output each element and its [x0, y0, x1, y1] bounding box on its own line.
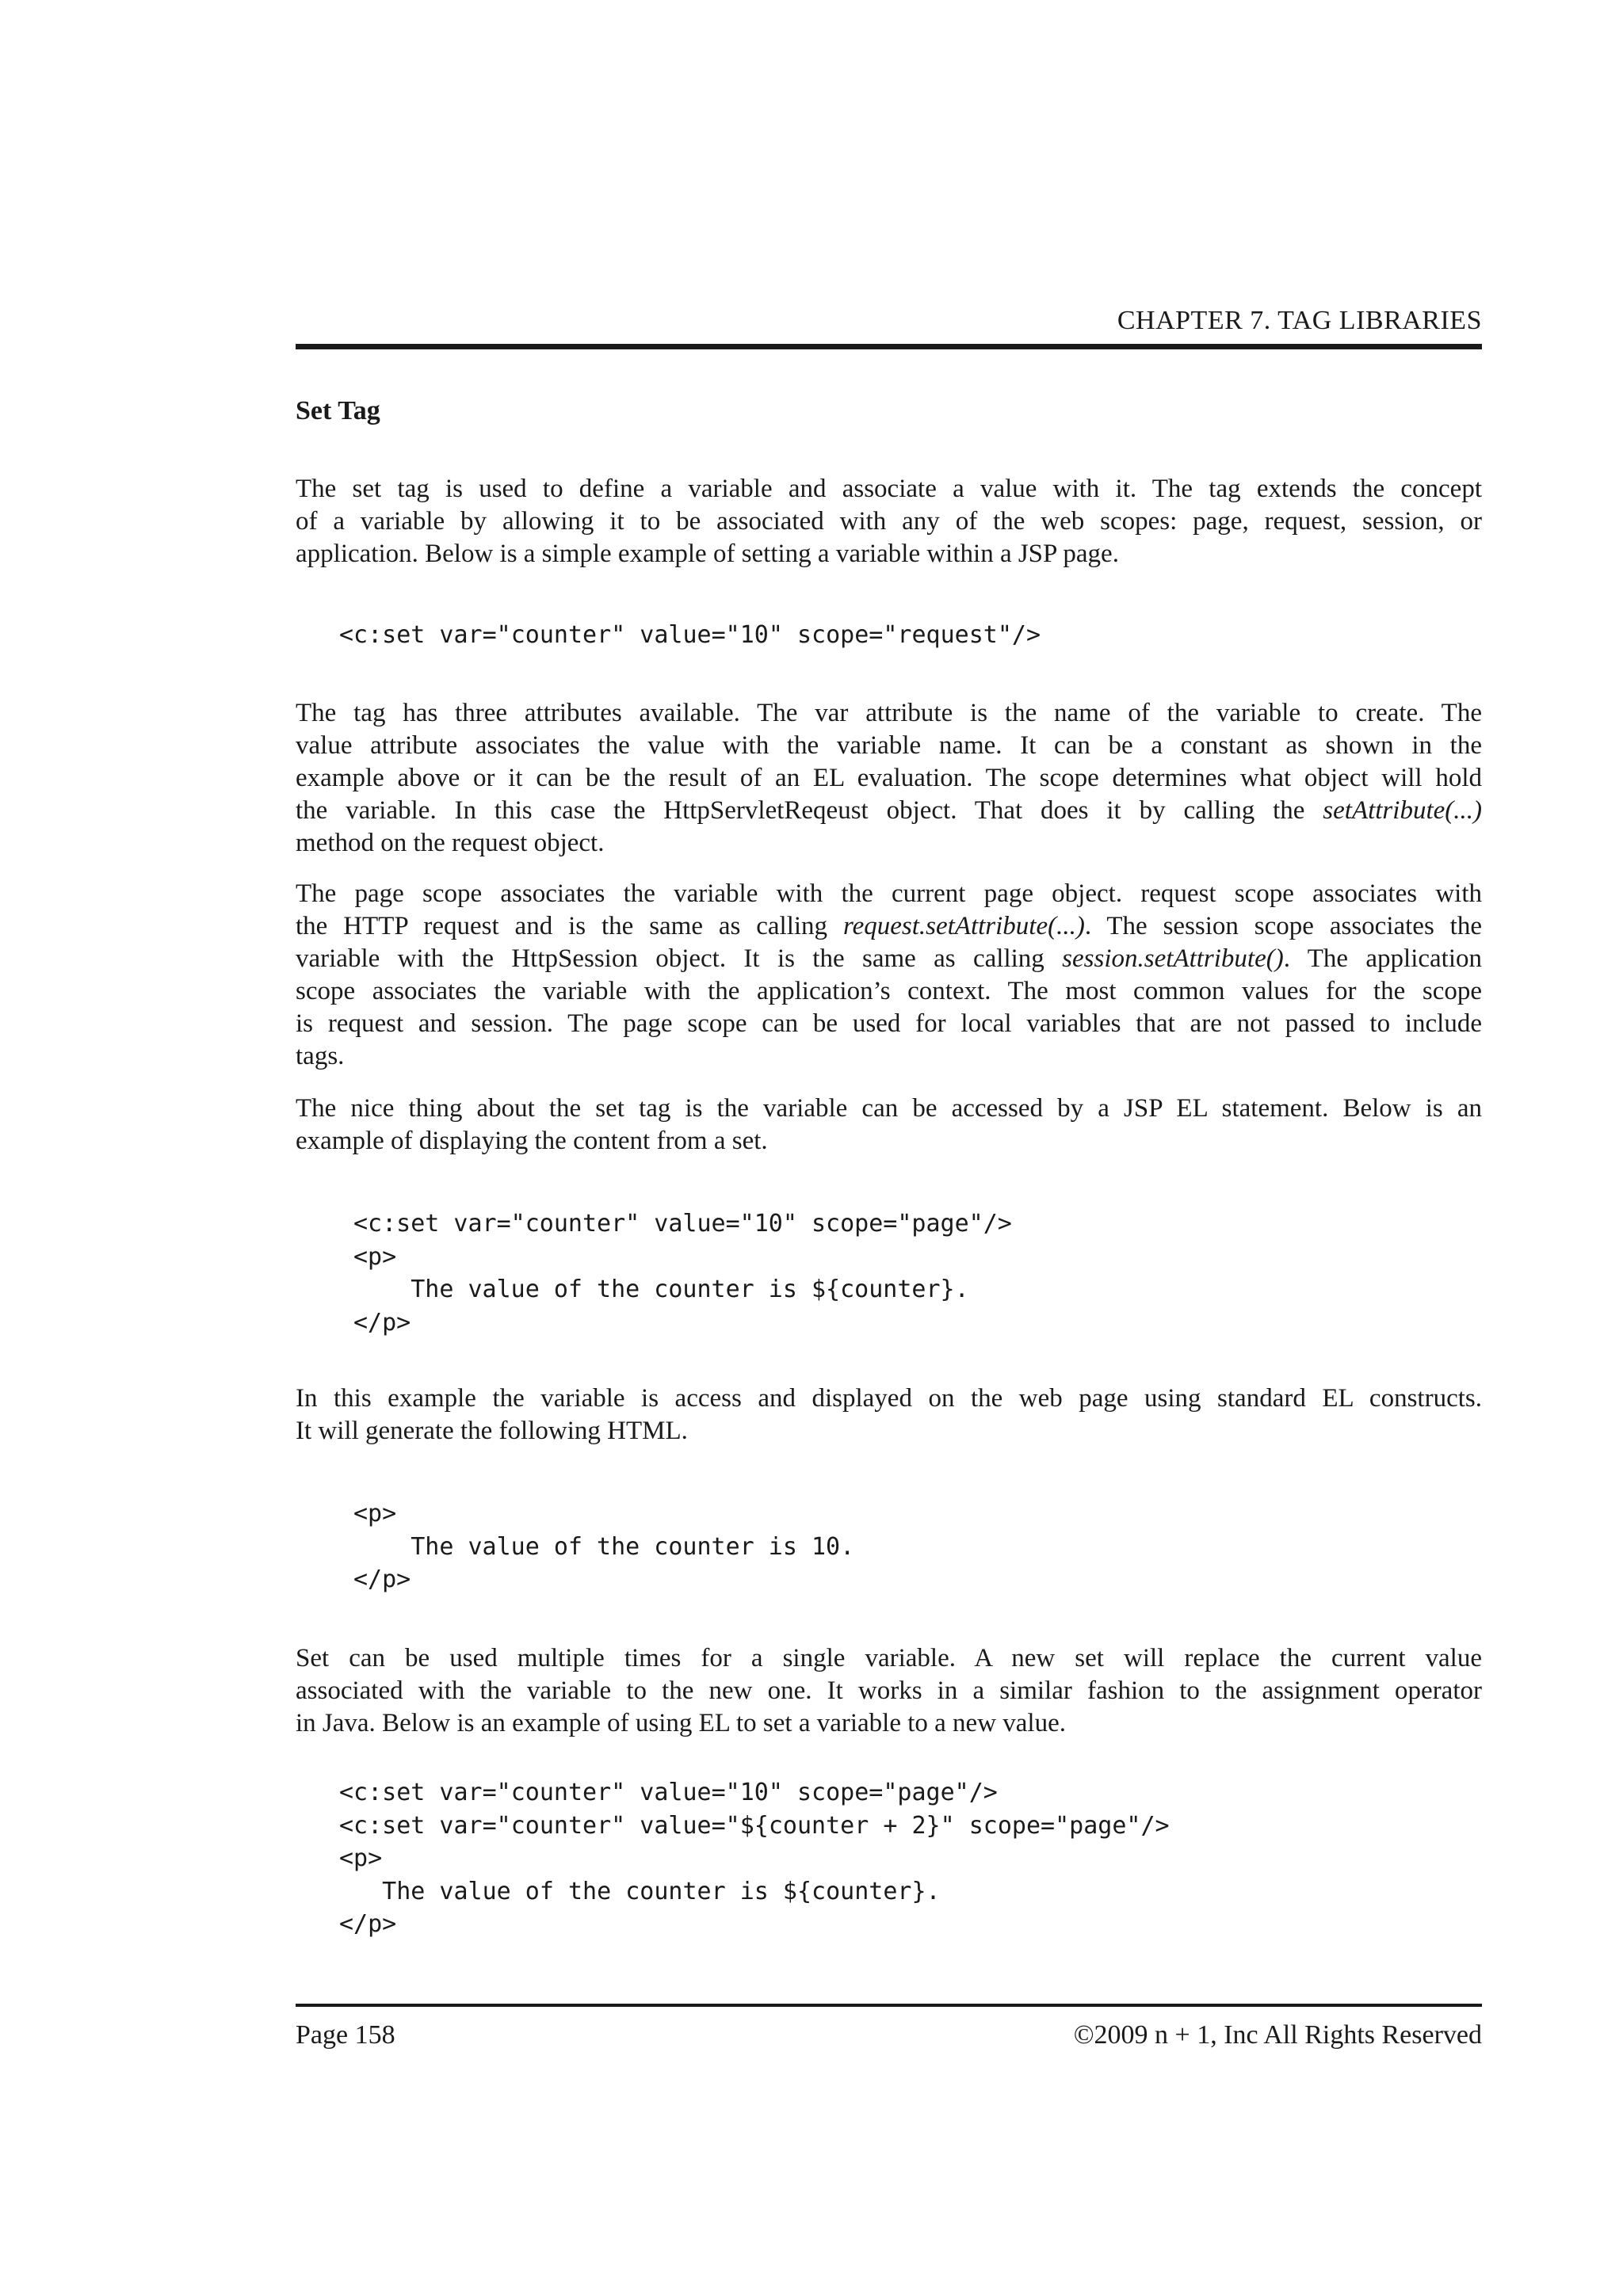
- code-line: <p>: [353, 1242, 397, 1271]
- code-line: </p>: [353, 1308, 411, 1337]
- inline-code-setattribute: setAttribute(...): [1323, 796, 1482, 825]
- text-line: variable with the HttpSession object. It is the same as calling session.setAttribute(). The application: [296, 944, 1483, 973]
- code-line: </p>: [339, 1910, 397, 1938]
- running-head: CHAPTER 7. TAG LIBRARIES: [1117, 306, 1482, 335]
- code-line: <c:set var="counter" value="10" scope="page"/>: [353, 1210, 1012, 1238]
- text-line: The nice thing about the set tag is the variable can be accessed by a JSP EL statement. Below is an: [296, 1094, 1482, 1123]
- footer-rule: [296, 2004, 1482, 2007]
- text-line: The set tag is used to define a variable and associate a value with it. The tag extends the concept: [296, 475, 1482, 503]
- code-line: <p>: [339, 1844, 383, 1872]
- inline-code-request-setattribute: request.setAttribute(...): [842, 912, 1085, 940]
- text-line: example above or it can be the result of an EL evaluation. The scope determines what object will hold: [296, 764, 1482, 792]
- paragraph-el-access: [296, 1093, 1482, 1158]
- document-page: [296, 0, 1482, 2296]
- text-line: In this example the variable is access and displayed on the web page using standard EL constructs.: [296, 1384, 1482, 1413]
- paragraph-scopes: [296, 878, 1482, 1073]
- code-line: The value of the counter is ${counter}.: [339, 1877, 941, 1905]
- text-line: of a variable by allowing it to be associated with any of the web scopes: page, request, session, or: [296, 507, 1482, 536]
- copyright-notice: ©2009 n + 1, Inc All Rights Reserved: [1073, 2020, 1482, 2050]
- header-rule: [296, 344, 1482, 349]
- paragraph-attributes: [296, 697, 1482, 860]
- code-line: <c:set var="counter" value="${counter + 2}" scope="page"/>: [339, 1811, 1170, 1840]
- section-title: Set Tag: [296, 396, 380, 425]
- text-line: in Java. Below is an example of using EL to set a variable to a new value.: [296, 1709, 1066, 1737]
- page-number: Page 158: [296, 2020, 395, 2050]
- text-line: Set can be used multiple times for a single variable. A new set will replace the current value: [296, 1644, 1482, 1672]
- text-line: application. Below is a simple example of setting a variable within a JSP page.: [296, 540, 1119, 568]
- code-line: <c:set var="counter" value="10" scope="request"/>: [339, 621, 1041, 649]
- text-line: associated with the variable to the new one. It works in a similar fashion to the assignment operator: [296, 1676, 1482, 1705]
- code-block-reassign: [339, 1776, 1170, 1941]
- code-block-set-request: [339, 619, 1041, 652]
- code-block-set-display: [353, 1207, 1012, 1339]
- text-line: It will generate the following HTML.: [296, 1417, 688, 1445]
- text-line: value attribute associates the value with the variable name. It can be a constant as shown in the: [296, 731, 1482, 760]
- text-line: example of displaying the content from a set.: [296, 1127, 768, 1155]
- text-line: the variable. In this case the HttpServletReqeust object. That does it by calling the setAttribute(...): [296, 796, 1482, 825]
- code-line: </p>: [353, 1566, 411, 1593]
- text-line: the HTTP request and is the same as calling request.setAttribute(...). The session scope associates the: [296, 912, 1482, 940]
- code-block-output-html: [353, 1497, 854, 1596]
- text-line: tags.: [296, 1042, 345, 1070]
- text-line: is request and session. The page scope can be used for local variables that are not passed to include: [296, 1009, 1482, 1038]
- text-line: The tag has three attributes available. The var attribute is the name of the variable to create. The: [296, 699, 1482, 727]
- code-line: The value of the counter is ${counter}.: [353, 1276, 969, 1303]
- inline-code-session-setattribute: session.setAttribute(): [1062, 944, 1284, 973]
- text-line: method on the request object.: [296, 829, 605, 857]
- text-line: The page scope associates the variable with the current page object. request scope associates with: [296, 879, 1482, 908]
- paragraph-generated: [296, 1383, 1482, 1447]
- code-line: The value of the counter is 10.: [353, 1532, 855, 1561]
- text-line: scope associates the variable with the application’s context. The most common values for the scope: [296, 977, 1482, 1005]
- paragraph-multiple-sets: [296, 1642, 1482, 1740]
- code-line: <c:set var="counter" value="10" scope="page"/>: [339, 1779, 998, 1806]
- paragraph-intro: [296, 473, 1482, 570]
- code-line: <p>: [353, 1500, 397, 1527]
